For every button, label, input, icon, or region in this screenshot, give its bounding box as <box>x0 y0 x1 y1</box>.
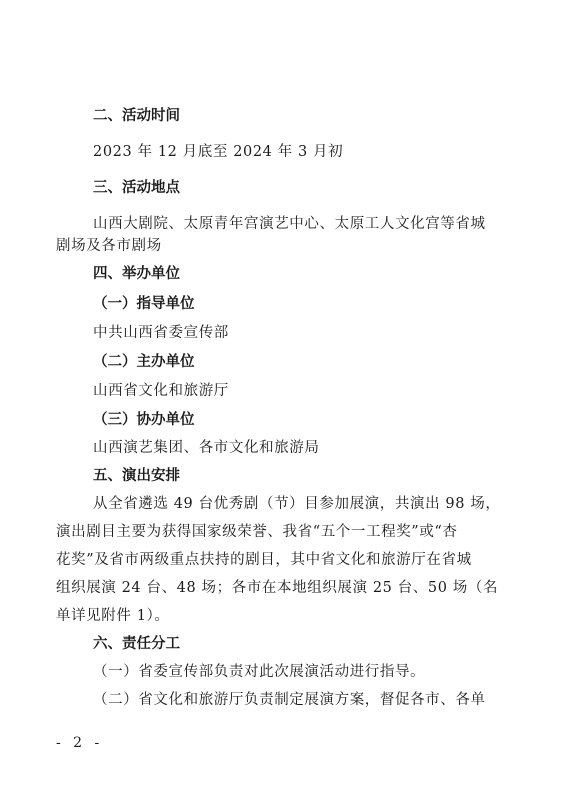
section-heading-performance: 五、演出安排 <box>93 468 180 484</box>
activity-time-text: 2023 年 12 月底至 2024 年 3 月初 <box>93 144 344 160</box>
guiding-unit-text: 中共山西省委宣传部 <box>93 325 229 341</box>
location-text-line-2: 剧场及各市剧场 <box>56 238 162 254</box>
performance-text-line-5: 单详见附件 1）。 <box>56 608 170 624</box>
responsibility-item-2: （二）省文化和旅游厅负责制定展演方案，督促各市、各单 <box>93 692 486 708</box>
performance-text-line-4: 组织展演 24 台、48 场；各市在本地组织展演 25 台、50 场（名 <box>56 580 499 596</box>
page-number: - 2 - <box>56 735 104 751</box>
section-heading-organizers: 四、举办单位 <box>93 266 180 282</box>
responsibility-item-1: （一）省委宣传部负责对此次展演活动进行指导。 <box>93 664 426 680</box>
performance-text-line-1: 从全省遴选 49 台优秀剧（节）目参加展演，共演出 98 场， <box>93 496 501 512</box>
section-heading-time: 二、活动时间 <box>93 108 180 124</box>
host-unit-text: 山西省文化和旅游厅 <box>93 383 229 399</box>
section-heading-location: 三、活动地点 <box>93 180 180 196</box>
subheading-host-unit: （二）主办单位 <box>93 354 195 370</box>
location-text-line-1: 山西大剧院、太原青年宫演艺中心、太原工人文化宫等省城 <box>93 216 486 232</box>
subheading-coorganizer: （三）协办单位 <box>93 412 195 428</box>
section-heading-responsibilities: 六、责任分工 <box>93 636 180 652</box>
coorganizer-text: 山西演艺集团、各市文化和旅游局 <box>93 440 320 456</box>
subheading-guiding-unit: （一）指导单位 <box>93 296 195 312</box>
performance-text-line-2: 演出剧目主要为获得国家级荣誉、我省“五个一工程奖”或“杏 <box>56 524 458 540</box>
performance-text-line-3: 花奖”及省市两级重点扶持的剧目，其中省文化和旅游厅在省城 <box>56 552 472 568</box>
